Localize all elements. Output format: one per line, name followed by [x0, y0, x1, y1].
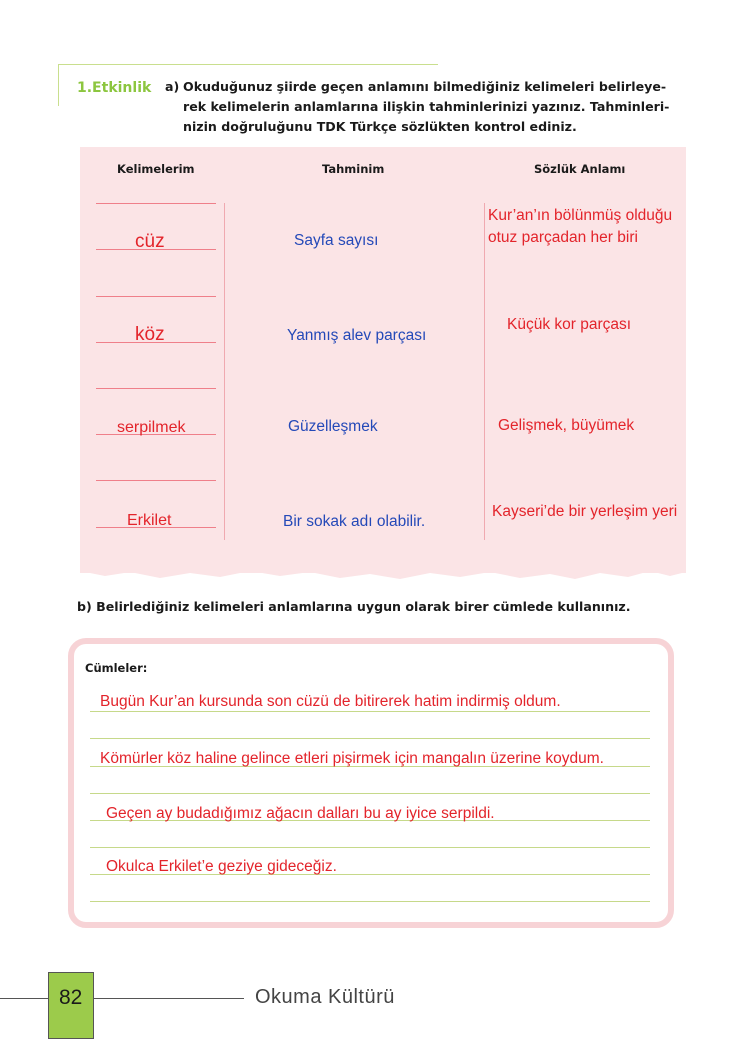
instruction-part-b: b) Belirlediğiniz kelimeleri anlamlarına uygun olarak birer cümlede kullanınız. [77, 599, 631, 614]
meaning-cell [498, 415, 634, 437]
page-number: 82 [59, 986, 83, 1009]
meaning-line: Gelişmek, büyümek [498, 417, 635, 434]
meaning-line: Kayseri’de bir yerleşim yeri [492, 503, 678, 520]
sentence-line: Okulca Erkilet’e geziye gideceğiz. [106, 858, 337, 875]
instruction-part-a [165, 77, 685, 137]
column-header-guess: Tahminim [322, 162, 385, 176]
footer-rule [94, 998, 244, 999]
meaning-cell [488, 205, 672, 249]
writing-line [90, 847, 650, 848]
footer-rule [0, 998, 48, 999]
writing-line [90, 738, 650, 739]
writing-line [96, 203, 216, 204]
column-header-words: Kelimelerim [117, 162, 195, 176]
guess-cell: Güzelleşmek [288, 418, 378, 435]
writing-line [90, 901, 650, 902]
column-divider-1 [224, 203, 225, 540]
writing-line [96, 480, 216, 481]
part-a-letter: a) [165, 79, 180, 94]
book-title: Okuma Kültürü [255, 986, 395, 1008]
guess-cell: Yanmış alev parçası [287, 327, 427, 344]
writing-line [90, 793, 650, 794]
meaning-cell [492, 501, 677, 523]
part-a-text: Okuduğunuz şiirde geçen anlamını bilmediğiniz kelimeleri belirleye-rek kelimelerin anlamlarına ilişkin tahminlerinizi yazınız. Tahminleri-nizin doğruluğunu TDK Türkçe sözlükten kontrol ediniz. [183, 79, 670, 134]
writing-line [96, 388, 216, 389]
word-cell: köz [135, 324, 165, 345]
sentences-box [68, 638, 674, 928]
guess-cell: Bir sokak adı olabilir. [283, 513, 426, 530]
meaning-line: otuz parçadan her biri [488, 229, 638, 246]
sentences-label: Cümleler: [85, 661, 148, 675]
meaning-cell [507, 314, 631, 336]
torn-edge [80, 562, 686, 584]
activity-label: 1.Etkinlik [77, 80, 152, 96]
guess-cell: Sayfa sayısı [294, 232, 379, 249]
meaning-line: Kur’an’ın bölünmüş olduğu [488, 207, 673, 224]
word-cell: Erkilet [127, 512, 172, 529]
column-divider-2 [484, 203, 485, 540]
sentence-line: Kömürler köz haline gelince etleri pişirmek için mangalın üzerine koydum. [100, 750, 604, 767]
word-cell: serpilmek [117, 419, 186, 436]
sentence-line: Geçen ay budadığımız ağacın dalları bu ay iyice serpildi. [106, 805, 495, 822]
writing-line [96, 296, 216, 297]
word-cell: cüz [135, 231, 165, 252]
sentence-line: Bugün Kur’an kursunda son cüzü de bitirerek hatim indirmiş oldum. [100, 693, 561, 710]
writing-line [90, 711, 650, 712]
column-header-dictionary: Sözlük Anlamı [534, 162, 626, 176]
meaning-line: Küçük kor parçası [507, 316, 632, 333]
